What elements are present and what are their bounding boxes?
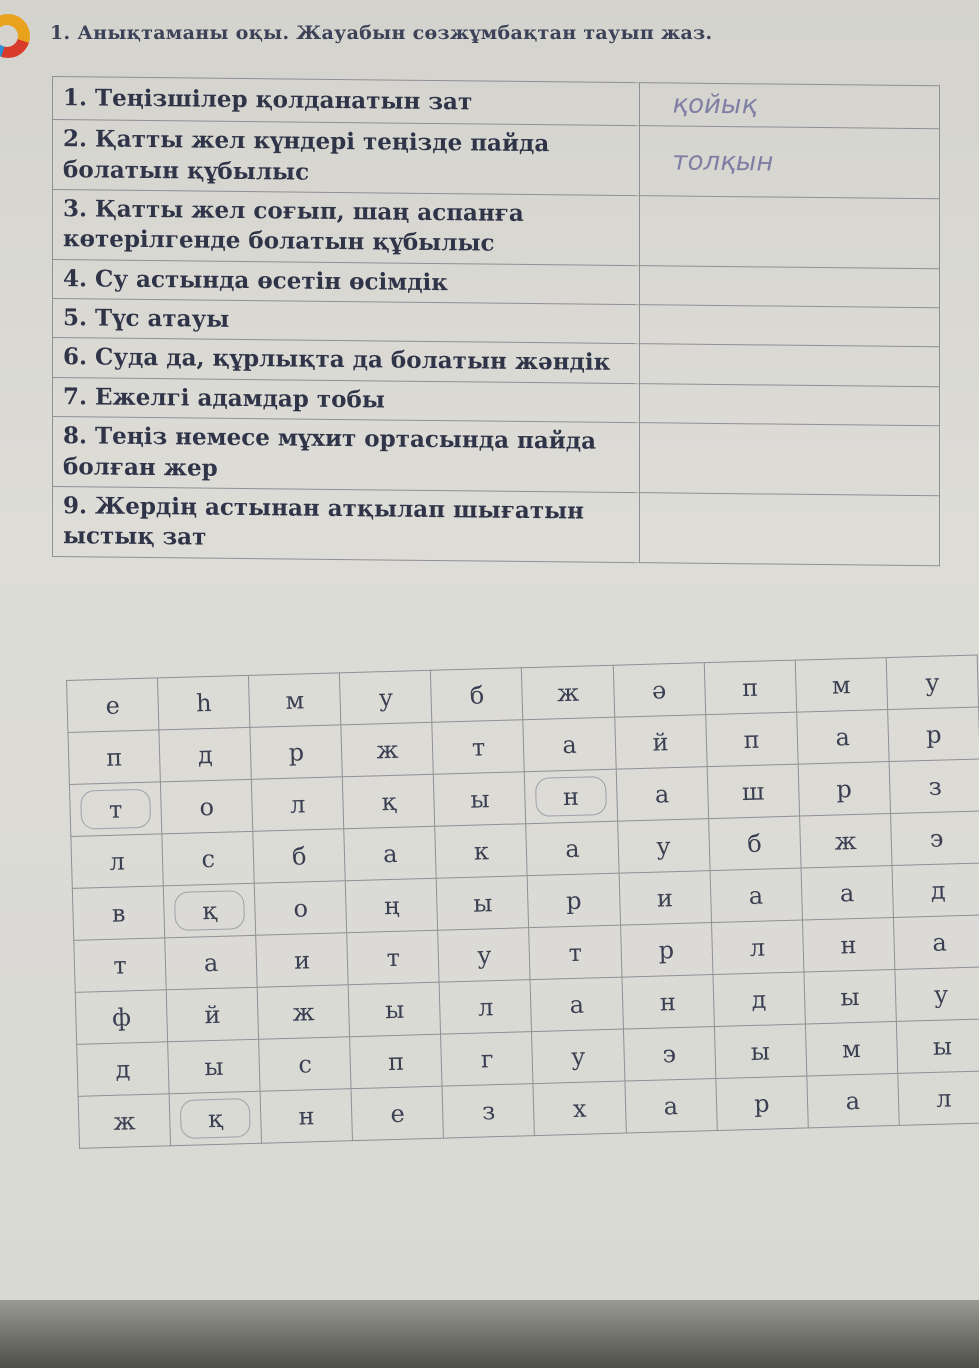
grid-letter-cell[interactable]: р [798, 762, 891, 817]
grid-letter-cell[interactable]: э [890, 811, 979, 866]
grid-letter-cell[interactable]: у [340, 670, 433, 725]
grid-letter-cell[interactable]: у [438, 928, 530, 983]
grid-letter-cell[interactable]: ж [522, 665, 615, 720]
grid-letter-cell[interactable]: п [705, 712, 798, 767]
grid-letter-cell[interactable]: и [619, 871, 711, 926]
grid-letter-cell[interactable]: р [716, 1076, 809, 1131]
grid-letter-cell[interactable]: л [439, 980, 531, 1035]
grid-letter-cell[interactable]: в [72, 886, 165, 941]
grid-letter-cell[interactable]: ы [896, 1019, 979, 1074]
pencil-circle-mark [180, 1098, 251, 1139]
grid-letter-cell[interactable]: п [704, 660, 797, 715]
grid-letter-cell[interactable]: ы [348, 982, 441, 1037]
clue-row [53, 486, 940, 565]
grid-letter-cell[interactable]: а [526, 821, 619, 876]
pencil-circle-mark [535, 776, 606, 817]
clue-text: 3. Қатты жел соғып, шаң аспанға көтерілгенде болатын құбылыс [53, 190, 640, 266]
grid-letter-cell[interactable]: а [796, 710, 889, 765]
grid-letter-cell[interactable]: п [350, 1034, 443, 1089]
grid-letter-cell[interactable]: д [77, 1042, 170, 1097]
clue-text: 2. Қатты жел күндері теңізде пайда болатын құбылыс [53, 120, 640, 196]
grid-letter-cell[interactable]: қ [163, 883, 255, 938]
grid-letter-cell[interactable]: б [708, 816, 801, 871]
grid-letter-cell[interactable]: ы [168, 1039, 260, 1094]
grid-letter-cell[interactable]: т [529, 925, 622, 980]
grid-letter-cell[interactable]: ң [346, 878, 439, 933]
clue-answer[interactable] [640, 305, 940, 347]
grid-letter-cell[interactable]: е [67, 678, 160, 733]
grid-letter-cell[interactable]: у [886, 655, 979, 710]
grid-letter-cell[interactable]: н [802, 917, 895, 972]
grid-letter-cell[interactable]: з [889, 759, 979, 814]
clue-text: 8. Теңіз немесе мұхит ортасында пайда болған жер [53, 417, 640, 493]
grid-letter-cell[interactable]: а [616, 767, 708, 822]
clues-table [52, 76, 940, 566]
grid-letter-cell[interactable]: а [165, 935, 257, 990]
grid-letter-cell[interactable]: р [250, 725, 343, 780]
grid-letter-cell[interactable]: м [249, 673, 342, 728]
grid-letter-cell[interactable]: р [620, 923, 712, 978]
grid-letter-cell[interactable]: у [617, 819, 709, 874]
grid-letter-cell[interactable]: қ [343, 774, 436, 829]
clue-answer[interactable]: толқын [640, 126, 940, 199]
grid-letter-cell[interactable]: ж [799, 814, 892, 869]
page-shadow [0, 1300, 979, 1368]
grid-letter-cell[interactable]: х [533, 1081, 626, 1136]
exercise-instruction: 1. Анықтаманы оқы. Жауабын сөзжұмбақтан тауып жаз. [50, 22, 713, 44]
grid-letter-cell[interactable]: н [525, 769, 618, 824]
pencil-circle-mark [174, 890, 245, 931]
grid-letter-cell[interactable]: р [887, 707, 979, 762]
grid-letter-cell[interactable]: г [441, 1032, 533, 1087]
clue-text: 5. Түс атауы [53, 299, 640, 345]
grid-letter-cell[interactable]: ж [78, 1094, 171, 1149]
grid-letter-cell[interactable]: д [713, 972, 806, 1027]
clue-answer[interactable] [640, 493, 940, 566]
grid-letter-cell[interactable]: а [344, 826, 437, 881]
grid-letter-cell[interactable]: й [166, 987, 258, 1042]
clue-text: 9. Жердің астынан атқылап шығатын ыстық зат [53, 486, 640, 562]
grid-letter-cell[interactable]: н [622, 975, 714, 1030]
grid-letter-cell[interactable]: б [431, 668, 523, 723]
grid-letter-cell[interactable]: л [71, 834, 164, 889]
grid-letter-cell[interactable]: н [260, 1089, 353, 1144]
grid-letter-cell[interactable]: ы [437, 876, 529, 931]
grid-letter-cell[interactable]: л [711, 920, 804, 975]
grid-letter-cell[interactable]: а [710, 868, 803, 923]
grid-letter-cell[interactable]: т [347, 930, 440, 985]
grid-letter-cell[interactable]: ә [613, 663, 705, 718]
grid-letter-cell[interactable]: а [625, 1079, 717, 1134]
grid-letter-cell[interactable]: д [892, 863, 979, 918]
grid-letter-cell[interactable]: ы [804, 969, 897, 1024]
grid-letter-cell[interactable]: с [162, 831, 254, 886]
grid-letter-cell[interactable]: ы [714, 1024, 807, 1079]
clue-text: 1. Теңізшілер қолданатын зат [53, 77, 640, 126]
grid-letter-cell[interactable]: с [259, 1037, 352, 1092]
clue-answer[interactable] [640, 344, 940, 386]
grid-letter-cell[interactable]: у [532, 1029, 625, 1084]
grid-letter-cell[interactable]: ж [341, 722, 434, 777]
grid-letter-cell[interactable]: е [351, 1086, 444, 1141]
clue-answer[interactable] [640, 265, 940, 307]
grid-letter-cell[interactable]: й [614, 715, 706, 770]
grid-letter-cell[interactable]: и [256, 933, 349, 988]
grid-letter-cell[interactable]: д [159, 727, 251, 782]
grid-letter-cell[interactable]: қ [169, 1091, 261, 1146]
clue-text: 4. Су астында өсетін өсімдік [53, 259, 640, 305]
grid-letter-cell[interactable]: к [435, 824, 527, 879]
clue-answer[interactable] [640, 383, 940, 425]
pencil-circle-mark [80, 789, 151, 830]
clue-answer[interactable] [640, 423, 940, 496]
grid-letter-cell[interactable]: л [898, 1071, 979, 1126]
clue-row [53, 417, 940, 496]
grid-letter-cell[interactable]: т [74, 938, 167, 993]
grid-letter-cell[interactable]: а [531, 977, 624, 1032]
grid-letter-cell[interactable]: р [528, 873, 621, 928]
grid-letter-cell[interactable]: м [805, 1021, 898, 1076]
grid-letter-cell[interactable]: т [69, 782, 162, 837]
grid-letter-cell[interactable]: з [442, 1084, 534, 1139]
grid-letter-cell[interactable]: л [252, 777, 345, 832]
grid-letter-cell[interactable]: ш [707, 764, 800, 819]
clue-text: 7. Ежелгі адамдар тобы [53, 377, 640, 423]
clue-answer[interactable]: қойық [640, 83, 940, 129]
clue-text: 6. Суда да, құрлықта да болатын жәндік [53, 338, 640, 384]
grid-letter-cell[interactable]: о [254, 881, 347, 936]
grid-letter-cell[interactable]: б [253, 829, 346, 884]
grid-letter-cell[interactable]: ж [257, 985, 350, 1040]
grid-letter-cell[interactable]: п [68, 730, 161, 785]
clue-row [53, 120, 940, 199]
clue-answer[interactable] [640, 196, 940, 269]
clue-row [53, 190, 940, 269]
grid-letter-cell[interactable]: т [432, 720, 524, 775]
grid-letter-cell[interactable]: м [795, 658, 888, 713]
letter-grid-table [66, 655, 979, 1149]
grid-letter-cell[interactable]: а [523, 717, 616, 772]
grid-letter-cell[interactable]: а [807, 1073, 900, 1128]
grid-letter-cell[interactable]: э [623, 1027, 715, 1082]
word-search-grid [66, 655, 979, 1170]
grid-letter-cell[interactable]: о [160, 779, 252, 834]
grid-letter-cell[interactable]: ф [75, 990, 168, 1045]
grid-letter-cell[interactable]: у [895, 967, 979, 1022]
grid-letter-cell[interactable]: һ [158, 675, 250, 730]
grid-letter-cell[interactable]: ы [434, 772, 526, 827]
grid-letter-cell[interactable]: а [893, 915, 979, 970]
grid-letter-cell[interactable]: а [801, 866, 894, 921]
